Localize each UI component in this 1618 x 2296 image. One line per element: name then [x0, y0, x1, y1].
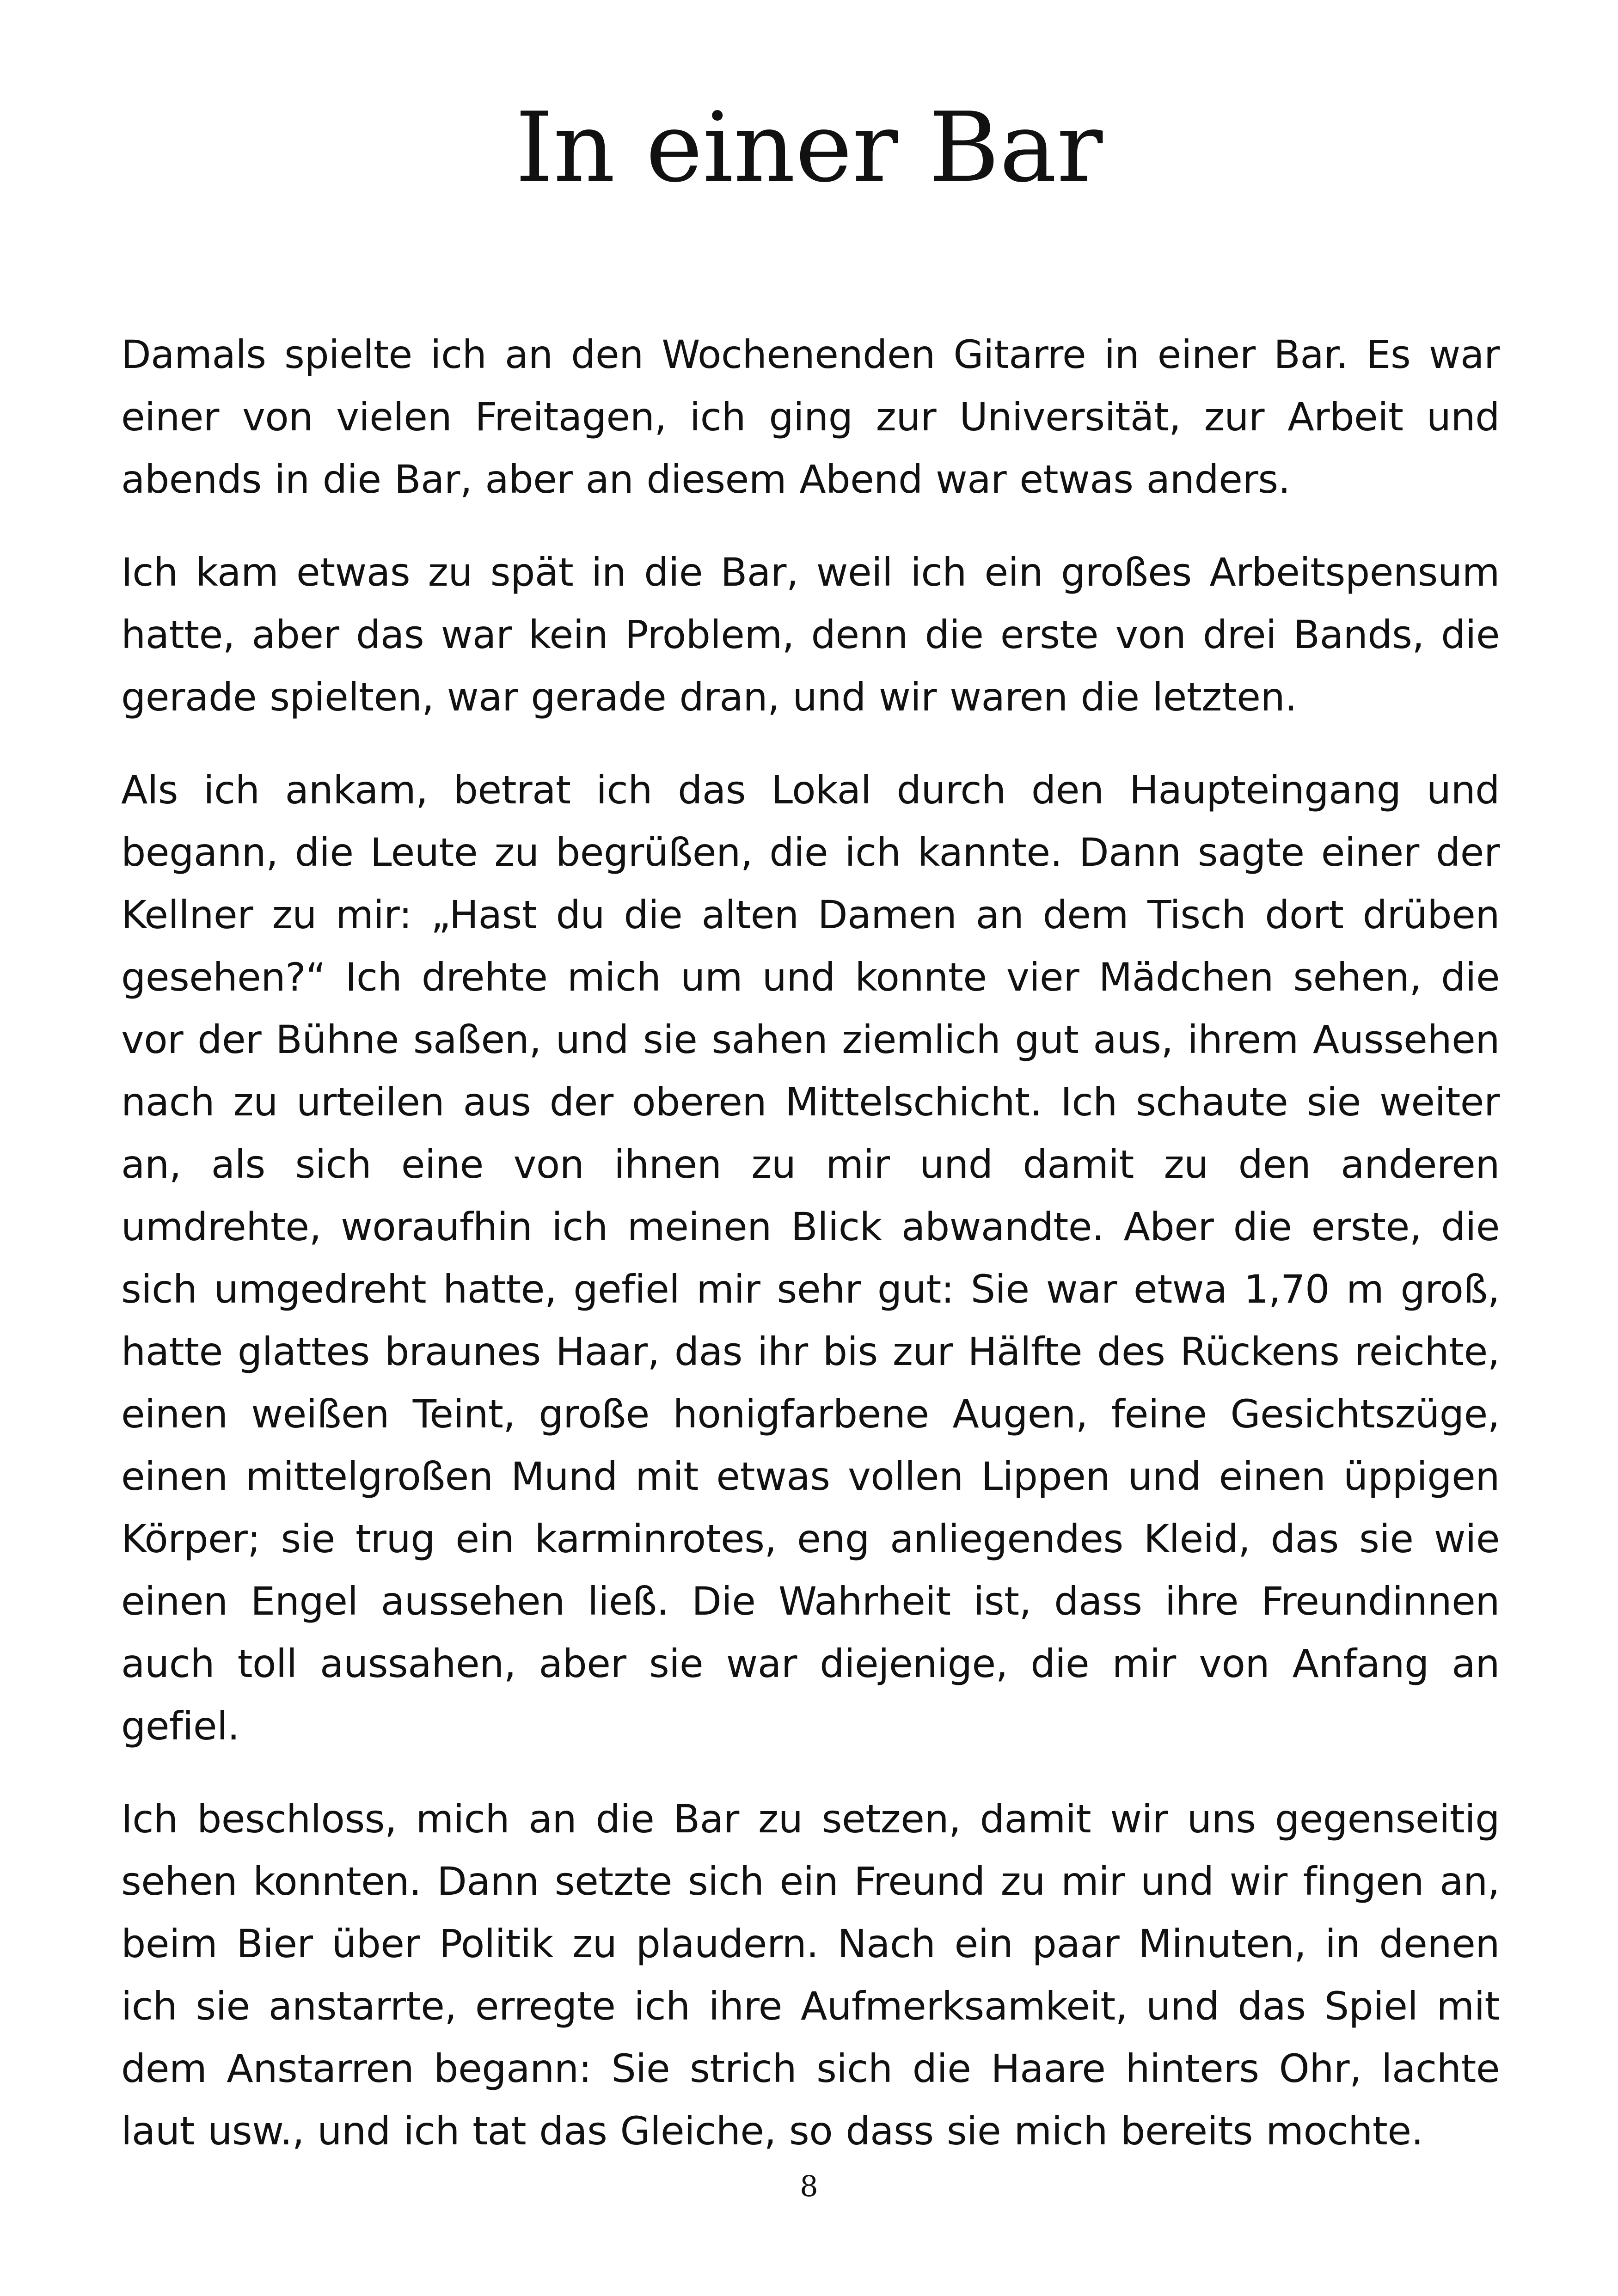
chapter-title: In einer Bar: [515, 92, 1103, 204]
page-number: 8: [800, 2169, 818, 2203]
paragraph-2: Ich kam etwas zu spät in die Bar, weil ich ein großes Arbeitspensum hatte, aber das war kein Problem, denn die erste von drei Bands, die gerade spielten, war gerade dran, und wir waren die letzten.: [121, 550, 1500, 720]
paragraph-1: Damals spielte ich an den Wochenenden Gitarre in einer Bar. Es war einer von vielen Freitagen, ich ging zur Universität, zur Arbeit und abends in die Bar, aber an diesem Abend war etwas anders.: [121, 332, 1500, 502]
paragraph-4: Ich beschloss, mich an die Bar zu setzen, damit wir uns gegenseitig sehen konnten. Dann setzte sich ein Freund zu mir und wir fingen an, beim Bier über Politik zu plaudern. Nach ein paar Minuten, in denen ich sie anstarrte, erregte ich ihre Aufmerksamkeit, und das Spiel mit dem Anstarren begann: Sie strich sich die Haare hinters Ohr, lachte laut usw., und ich tat das Gleiche, so dass sie mich bereits mochte.: [121, 1796, 1500, 2154]
body-text: [121, 324, 1500, 2193]
paragraph-3: Als ich ankam, betrat ich das Lokal durch den Haupteingang und begann, die Leute zu begrüßen, die ich kannte. Dann sagte einer der Kellner zu mir: „Hast du die alten Damen an dem Tisch dort drüben gesehen?“ Ich drehte mich um und konnte vier Mädchen sehen, die vor der Bühne saßen, und sie sahen ziemlich gut aus, ihrem Aussehen nach zu urteilen aus der oberen Mittelschicht. Ich schaute sie weiter an, als sich eine von ihnen zu mir und damit zu den anderen umdrehte, woraufhin ich meinen Blick abwandte. Aber die erste, die sich umgedreht hatte, gefiel mir sehr gut: Sie war etwa 1,70 m groß, hatte glattes braunes Haar, das ihr bis zur Hälfte des Rückens reichte, einen weißen Teint, große honigfarbene Augen, feine Gesichtszüge, einen mittelgroßen Mund mit etwas vollen Lippen und einen üppigen Körper; sie trug ein karminrotes, eng anliegendes Kleid, das sie wie einen Engel aussehen ließ. Die Wahrheit ist, dass ihre Freundinnen auch toll aussahen, aber sie war diejenige, die mir von Anfang an gefiel.: [121, 767, 1500, 1749]
